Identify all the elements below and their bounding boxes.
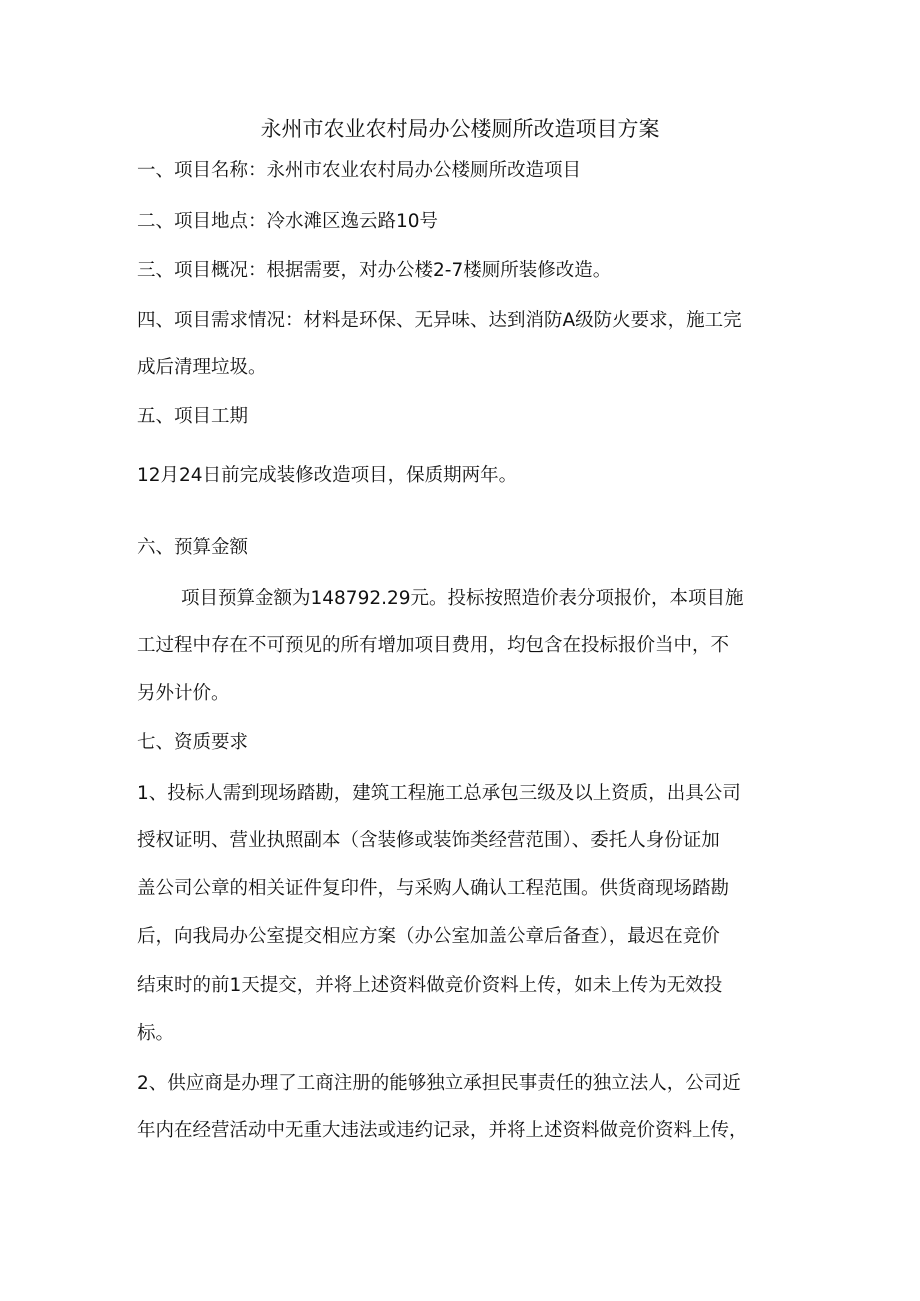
item-6-budget-line-3: 另外计价。: [137, 683, 230, 704]
item-7-req-1-line-2: 授权证明、营业执照副本（含装修或装饰类经营范围）、委托人身份证加: [137, 830, 720, 851]
item-7-req-2-line-1: 2、供应商是办理了工商注册的能够独立承担民事责任的独立法人，公司近: [137, 1073, 741, 1094]
item-3-project-overview: 三、项目概况：根据需要，对办公楼2-7楼厕所装修改造。: [137, 260, 612, 281]
item-6-budget-line-1: 项目预算金额为148792.29元。投标按照造价表分项报价，本项目施: [181, 588, 744, 609]
item-6-budget-line-2: 工过程中存在不可预见的所有增加项目费用，均包含在投标报价当中，不: [137, 635, 730, 656]
item-7-req-1-line-4: 后，向我局办公室提交相应方案（办公室加盖公章后备查），最迟在竞价: [137, 926, 720, 947]
item-2-project-location: 二、项目地点：冷水滩区逸云路10号: [137, 211, 439, 232]
item-6-heading: 六、预算金额: [137, 537, 249, 558]
item-5-schedule: 12月24日前完成装修改造项目，保质期两年。: [137, 465, 518, 486]
item-5-heading: 五、项目工期: [137, 406, 249, 427]
item-4-requirements: 四、项目需求情况：材料是环保、无异味、达到消防A级防火要求，施工完: [137, 310, 742, 331]
item-1-project-name: 一、项目名称：永州市农业农村局办公楼厕所改造项目: [137, 160, 582, 181]
item-7-req-1-line-1: 1、投标人需到现场踏勘，建筑工程施工总承包三级及以上资质，出具公司: [137, 783, 741, 804]
item-7-req-2-line-2: 年内在经营活动中无重大违法或违约记录，并将上述资料做竞价资料上传，: [137, 1120, 748, 1141]
item-7-req-1-line-6: 标。: [137, 1023, 175, 1044]
item-7-req-1-line-5: 结束时的前1天提交，并将上述资料做竞价资料上传，如未上传为无效投: [137, 975, 723, 996]
document-title: 永州市农业农村局办公楼厕所改造项目方案: [260, 117, 660, 141]
item-4-requirements-cont: 成后清理垃圾。: [137, 357, 267, 378]
item-7-req-1-line-3: 盖公司公章的相关证件复印件，与采购人确认工程范围。供货商现场踏勘: [137, 878, 730, 899]
item-7-heading: 七、资质要求: [137, 732, 249, 753]
